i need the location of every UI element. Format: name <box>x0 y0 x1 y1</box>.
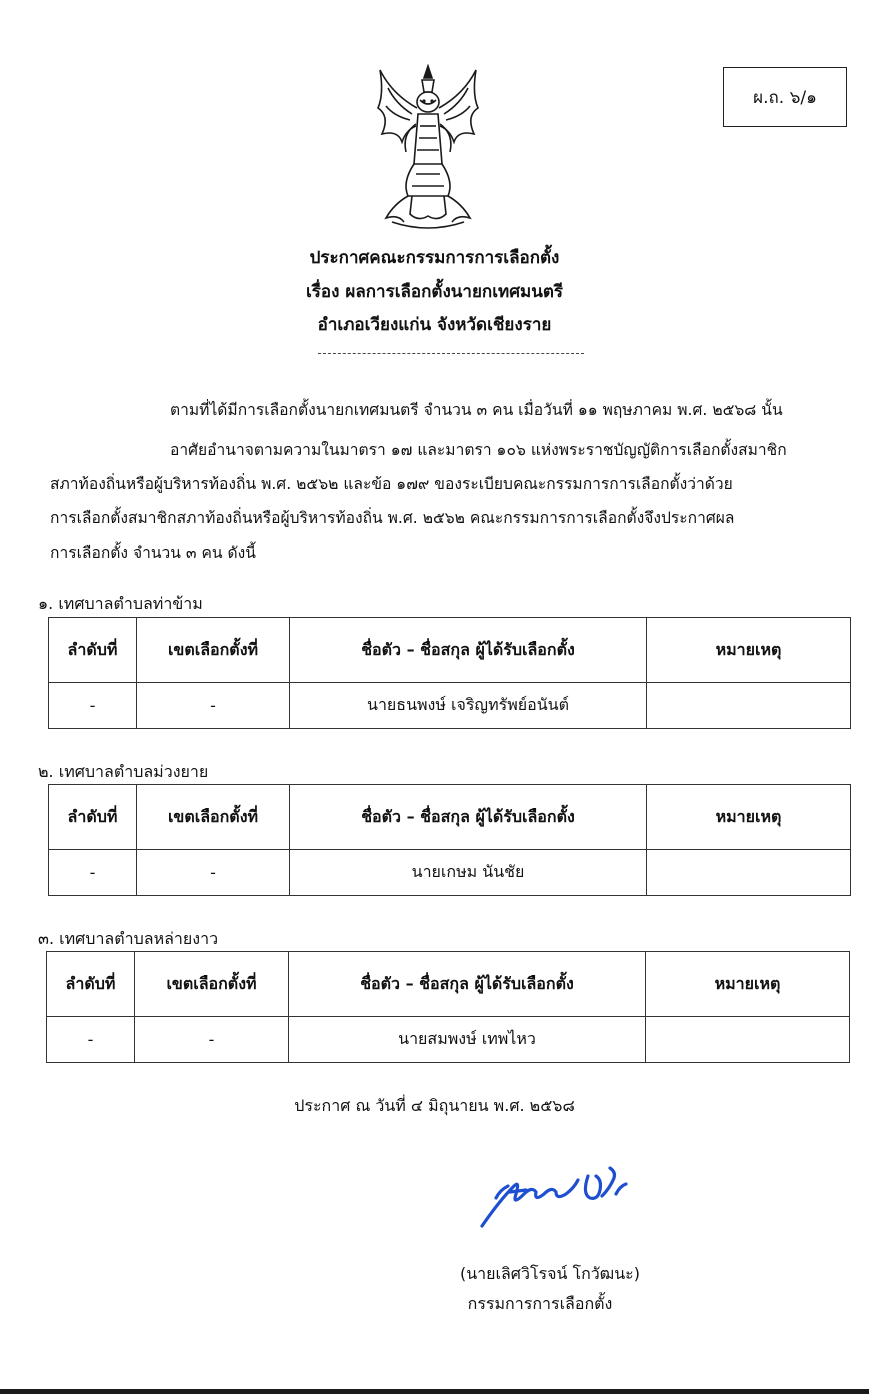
results-table <box>48 784 851 896</box>
garuda-emblem-icon <box>372 64 484 234</box>
cell-remark <box>647 850 851 896</box>
cell-order: - <box>49 683 137 729</box>
body-paragraph-2-line-2: สภาท้องถิ่นหรือผู้บริหารท้องถิ่น พ.ศ. ๒๕๖๒ และข้อ ๑๗๙ ของระเบียบคณะกรรมการการเลือกตั้งว่าด้วย <box>50 475 733 493</box>
results-table <box>46 951 850 1063</box>
body-paragraph-2-line-4: การเลือกตั้ง จำนวน ๓ คน ดังนี้ <box>50 544 256 562</box>
section-heading: ๒. เทศบาลตำบลม่วงยาย <box>38 762 209 781</box>
header-remark: หมายเหตุ <box>647 618 851 683</box>
cell-elected-name: นายเกษม นันชัย <box>290 850 647 896</box>
form-code-box <box>723 67 847 127</box>
title-separator <box>318 353 584 354</box>
table-header-row <box>49 618 851 683</box>
section-heading: ๓. เทศบาลตำบลหล่ายงาว <box>38 929 219 948</box>
cell-elected-name: นายธนพงษ์ เจริญทรัพย์อนันต์ <box>290 683 647 729</box>
results-table <box>48 617 851 729</box>
cell-remark <box>646 1017 850 1063</box>
header-elected-name: ชื่อตัว – ชื่อสกุล ผู้ได้รับเลือกตั้ง <box>290 618 647 683</box>
body-paragraph-2-line-1: อาศัยอำนาจตามความในมาตรา ๑๗ และมาตรา ๑๐๖ แห่งพระราชบัญญัติการเลือกตั้งสมาชิก <box>170 441 787 459</box>
table-header-row <box>47 952 850 1017</box>
header-elected-name: ชื่อตัว – ชื่อสกุล ผู้ได้รับเลือกตั้ง <box>290 785 647 850</box>
table-header-row <box>49 785 851 850</box>
announcement-date: ประกาศ ณ วันที่ ๔ มิถุนายน พ.ศ. ๒๕๖๘ <box>294 1096 575 1115</box>
announcement-title: ประกาศคณะกรรมการการเลือกตั้ง <box>309 248 560 268</box>
cell-elected-name: นายสมพงษ์ เทพไหว <box>289 1017 646 1063</box>
header-order: ลำดับที่ <box>49 785 137 850</box>
cell-remark <box>647 683 851 729</box>
form-code: ผ.ถ. ๖/๑ <box>753 87 817 108</box>
cell-district: - <box>137 850 290 896</box>
header-elected-name: ชื่อตัว – ชื่อสกุล ผู้ได้รับเลือกตั้ง <box>289 952 646 1017</box>
header-district: เขตเลือกตั้งที่ <box>137 785 290 850</box>
cell-order: - <box>49 850 137 896</box>
table-row <box>49 683 851 729</box>
header-order: ลำดับที่ <box>49 618 137 683</box>
table-row <box>49 850 851 896</box>
body-paragraph-2-line-3: การเลือกตั้งสมาชิกสภาท้องถิ่นหรือผู้บริหารท้องถิ่น พ.ศ. ๒๕๖๒ คณะกรรมการการเลือกตั้งจึงประกาศผล <box>50 509 735 527</box>
header-district: เขตเลือกตั้งที่ <box>135 952 289 1017</box>
cell-order: - <box>47 1017 135 1063</box>
header-remark: หมายเหตุ <box>647 785 851 850</box>
cell-district: - <box>137 683 290 729</box>
cell-district: - <box>135 1017 289 1063</box>
announcement-subject: เรื่อง ผลการเลือกตั้งนายกเทศมนตรี <box>305 282 564 302</box>
section-heading: ๑. เทศบาลตำบลท่าข้าม <box>38 594 203 613</box>
header-order: ลำดับที่ <box>47 952 135 1017</box>
signer-name: (นายเลิศวิโรจน์ โกวัฒนะ) <box>459 1264 641 1283</box>
signer-position: กรรมการการเลือกตั้ง <box>467 1294 613 1313</box>
table-row <box>47 1017 850 1063</box>
header-district: เขตเลือกตั้งที่ <box>137 618 290 683</box>
handwritten-signature <box>470 1150 640 1235</box>
header-remark: หมายเหตุ <box>646 952 850 1017</box>
announcement-location: อำเภอเวียงแก่น จังหวัดเชียงราย <box>317 315 552 335</box>
body-paragraph-1: ตามที่ได้มีการเลือกตั้งนายกเทศมนตรี จำนวน ๓ คน เมื่อวันที่ ๑๑ พฤษภาคม พ.ศ. ๒๕๖๘ นั้น <box>170 401 783 419</box>
scan-edge <box>0 1389 869 1394</box>
